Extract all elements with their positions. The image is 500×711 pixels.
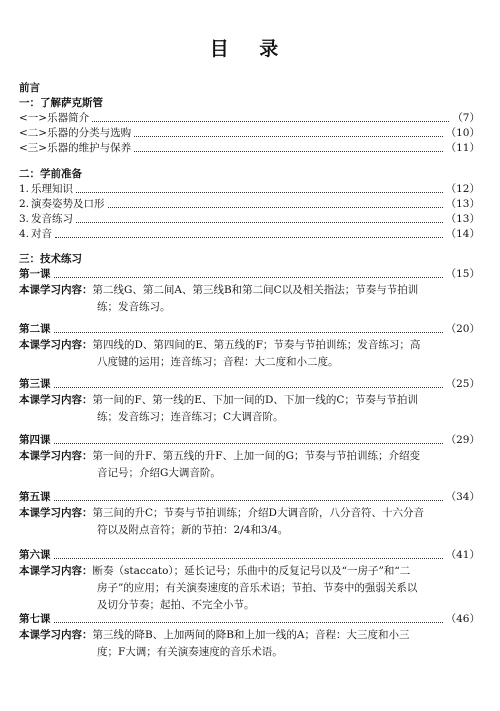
part2-heading: 二：学前准备: [19, 168, 82, 180]
lesson-entry[interactable]: 第一课 （15）: [19, 268, 480, 280]
lesson-description: 本课学习内容：断奏（staccato）；延长记号；乐曲中的反复记号以及“一房子”和“二 房子”的应用；有关演奏速度的音乐术语；节拍、节奏中的强弱关系以 及切分节奏；起拍、不完全小节。: [19, 565, 418, 611]
toc-entry[interactable]: <三>乐器的维护与保养 （11）: [19, 142, 480, 154]
page-title: 目 录: [209, 38, 291, 60]
toc-entry[interactable]: <一>乐器简介 （7）: [19, 112, 480, 124]
lesson-description: 本课学习内容：第三间的升C；节奏与节拍训练；介绍D大调音阶，八分音符、十六分音 符以及附点音符；新的节拍：2/4和3/4。: [19, 507, 424, 536]
lesson-description: 本课学习内容：第三线的降B、上加两间的降B和上加一线的A；音程：大三度和小三 度；F大调；有关演奏速度的音乐术语。: [19, 629, 410, 658]
part1-heading: 一：了解萨克斯管: [19, 97, 103, 109]
part3-heading: 三：技术练习: [19, 253, 82, 265]
lesson-entry[interactable]: 第三课 （25）: [19, 378, 480, 390]
lesson-description: 本课学习内容：第四线的D、第四间的E、第五线的F；节奏与节拍训练；发音练习；高 八度键的运用；连音练习；音程：大二度和小二度。: [19, 339, 421, 368]
lesson-entry[interactable]: 第二课 （20）: [19, 323, 480, 335]
toc-entry[interactable]: 1. 乐理知识 （12）: [19, 183, 480, 195]
lesson-entry[interactable]: 第五课 （34）: [19, 491, 480, 503]
toc-entry[interactable]: 4. 对音 （14）: [19, 228, 480, 240]
lesson-entry[interactable]: 第七课 （46）: [19, 613, 480, 625]
lesson-entry[interactable]: 第四课 （29）: [19, 434, 480, 446]
preface-heading: 前言: [19, 82, 40, 94]
toc-entry[interactable]: 2. 演奏姿势及口形 （13）: [19, 198, 480, 210]
lesson-description: 本课学习内容：第一间的升F、第五线的升F、上加一间的G；节奏与节拍训练；介绍变 音记号；介绍G大调音阶。: [19, 450, 420, 479]
lesson-description: 本课学习内容：第二线G、第二间A、第三线B和第二间C以及相关指法；节奏与节拍训 练；发音练习。: [19, 284, 419, 313]
lesson-entry[interactable]: 第六课 （41）: [19, 549, 480, 561]
toc-entry[interactable]: <二>乐器的分类与选购 （10）: [19, 127, 480, 139]
toc-entry[interactable]: 3. 发音练习 （13）: [19, 213, 480, 225]
lesson-description: 本课学习内容：第一间的F、第一线的E、下加一间的D、下加一线的C；节奏与节拍训 练；发音练习；连音练习；C大调音阶。: [19, 394, 418, 423]
